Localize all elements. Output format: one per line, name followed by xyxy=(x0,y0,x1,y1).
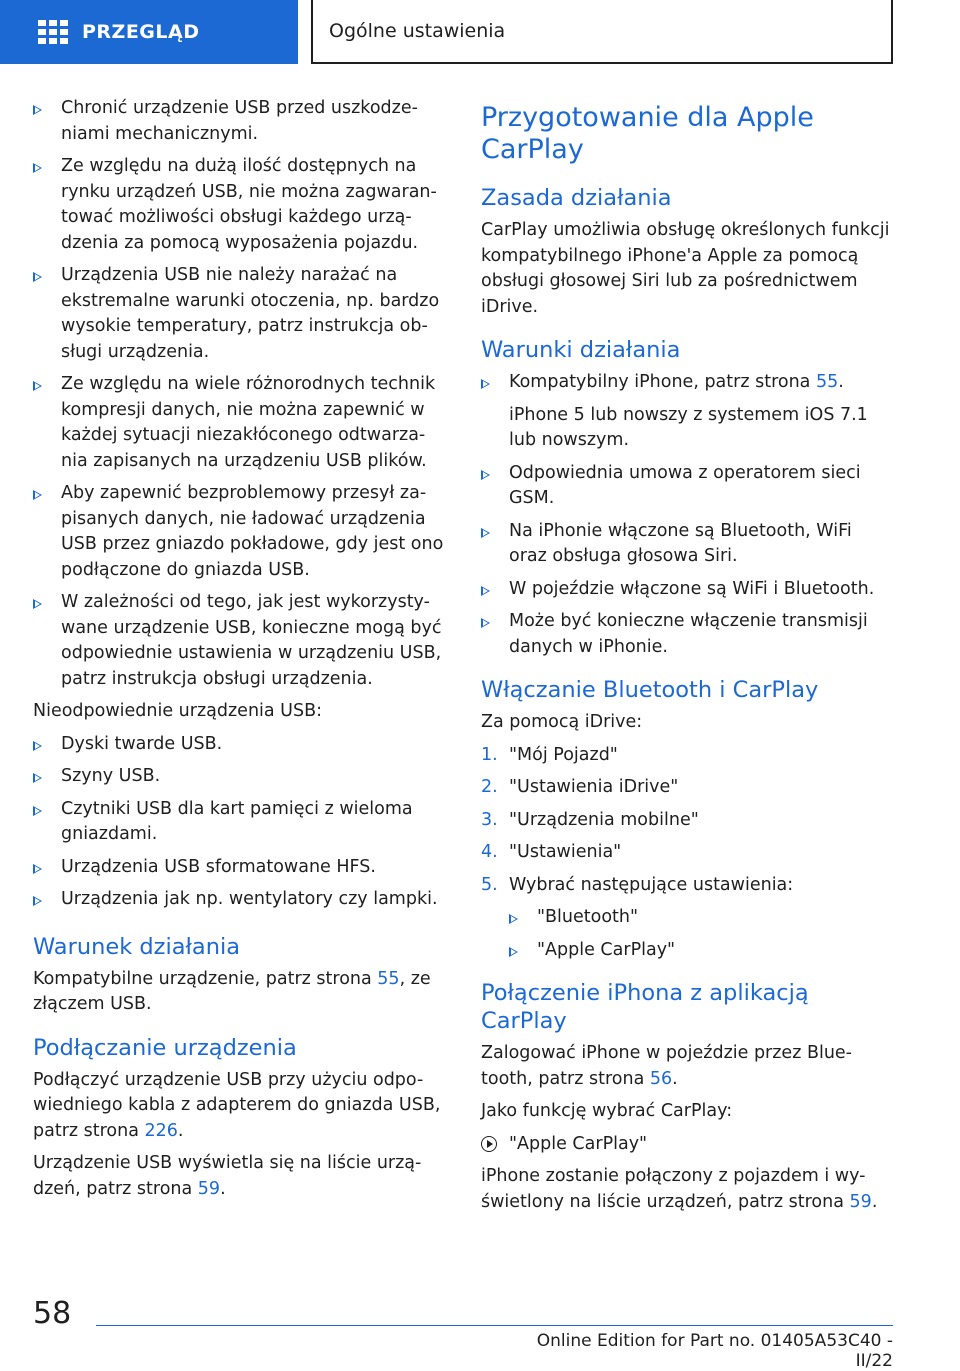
triangle-bullet-icon xyxy=(481,470,490,480)
triangle-bullet-icon xyxy=(33,490,42,500)
list-item: Na iPhonie włączone są Bluetooth, WiFi oraz obsługa głosowa Siri. xyxy=(481,519,893,570)
section-title-tab xyxy=(311,0,893,64)
connect-text: Podłączyć urządzenie USB przy użyciu odpo-wiedniego kabla z adapterem do gniazda USB, patrz strona 226. xyxy=(33,1069,441,1141)
list-item: Urządzenia USB nie należy narażać na ekstremalne warunki otoczenia, np. bardzo wysokie temperatury, patrz instrukcja ob-sługi urządzenia. xyxy=(33,263,445,365)
triangle-bullet-icon xyxy=(509,947,518,957)
triangle-bullet-icon xyxy=(33,896,42,906)
display-text: Urządzenie USB wyświetla się na liście urzą-dzeń, patrz strona 59. xyxy=(33,1153,422,1199)
principle-text: CarPlay umożliwia obsługę określonych funkcji kompatybilnego iPhone'a Apple za pomocą obsługi głosowej Siri lub za pośrednictwem iDrive. xyxy=(481,220,890,317)
footer-divider xyxy=(96,1325,893,1326)
nav-tab-overview[interactable] xyxy=(0,0,298,64)
heading-principle: Zasada działania xyxy=(481,185,672,211)
triangle-bullet-icon xyxy=(481,586,490,596)
list-item: "Bluetooth" xyxy=(509,905,893,931)
list-item: Czytniki USB dla kart pamięci z wieloma gniazdami. xyxy=(33,797,445,848)
list-item: Chronić urządzenie USB przed uszkodze-niami mechanicznymi. xyxy=(33,96,445,147)
footer-edition: Online Edition for Part no. 01405A53C40 - II/22 xyxy=(536,1331,893,1371)
list-item: Urządzenia jak np. wentylatory czy lampki. xyxy=(33,887,445,913)
step-item: 4. "Ustawienia" xyxy=(481,842,622,862)
page-link[interactable]: 55 xyxy=(377,968,400,989)
list-item: Dyski twarde USB. xyxy=(33,732,445,758)
triangle-bullet-icon xyxy=(33,599,42,609)
heading-carplay: Przygotowanie dla Apple CarPlay xyxy=(481,102,814,165)
page-number: 58 xyxy=(33,1296,72,1331)
list-item: Aby zapewnić bezproblemowy przesył za-pisanych danych, nie ładować urządzenia USB przez gniazdo pokładowe, gdy jest ono podłączone do gniazda USB. xyxy=(33,481,445,583)
list-item: Ze względu na dużą ilość dostępnych na rynku urządzeń USB, nie można zagwaran-tować możliwości obsługi każdego urzą-dzenia za pomocą wyposażenia pojazdu. xyxy=(33,154,445,256)
heading-requirement: Warunek działania xyxy=(33,933,241,960)
triangle-bullet-icon xyxy=(33,773,42,783)
triangle-bullet-icon xyxy=(33,163,42,173)
triangle-bullet-icon xyxy=(481,618,490,628)
page-link[interactable]: 59 xyxy=(197,1178,221,1199)
pair-text: Zalogować iPhone w pojeździe przez Blue-tooth, patrz strona 56. xyxy=(481,1043,852,1089)
triangle-bullet-icon xyxy=(33,741,42,751)
right-column xyxy=(481,96,893,1222)
heading-connect: Podłączanie urządzenia xyxy=(33,1034,297,1061)
list-item: Może być konieczne włączenie transmisji danych w iPhonie. xyxy=(481,609,893,660)
heading-pair: Połączenie iPhona z aplikacją CarPlay xyxy=(481,980,809,1034)
triangle-bullet-icon xyxy=(33,864,42,874)
condition-note: iPhone 5 lub nowszy z systemem iOS 7.1 lub nowszym. xyxy=(509,404,868,450)
list-item: Ze względu na wiele różnorodnych technik kompresji danych, nie można zapewnić w każdej sytuacji niezakłóconego odtwarza-nia zapisanych na urządzeniu USB plików. xyxy=(33,372,445,474)
step-item: 3. "Urządzenia mobilne" xyxy=(481,809,699,830)
page-link[interactable]: 226 xyxy=(144,1120,178,1141)
select-item: "Apple CarPlay" xyxy=(481,1132,893,1158)
list-item: W pojeździe włączone są WiFi i Bluetooth. xyxy=(481,577,893,603)
play-circle-icon xyxy=(481,1136,497,1152)
requirement-text: Kompatybilne urządzenie, patrz strona 55, ze złączem USB. xyxy=(33,968,431,1014)
list-item: Urządzenia USB sformatowane HFS. xyxy=(33,855,445,881)
triangle-bullet-icon xyxy=(33,806,42,816)
result-text: iPhone zostanie połączony z pojazdem i wy-świetlony na liście urządzeń, patrz strona 59. xyxy=(481,1166,878,1212)
unsuitable-intro: Nieodpowiednie urządzenia USB: xyxy=(33,701,322,721)
page-link[interactable]: 55 xyxy=(815,372,839,392)
list-item: W zależności od tego, jak jest wykorzysty-wane urządzenie USB, konieczne mogą być odpowiednie ustawienia w urządzeniu USB, patrz instrukcja obsługi urządzenia. xyxy=(33,590,445,692)
page-link[interactable]: 59 xyxy=(849,1191,872,1212)
triangle-bullet-icon xyxy=(33,105,42,115)
step-item: 2. "Ustawienia iDrive" xyxy=(481,777,679,797)
triangle-bullet-icon xyxy=(509,914,518,924)
select-text: Jako funkcję wybrać CarPlay: xyxy=(481,1101,733,1121)
nav-tab-label: PRZEGLĄD xyxy=(82,21,200,43)
heading-enable: Włączanie Bluetooth i CarPlay xyxy=(481,677,819,703)
triangle-bullet-icon xyxy=(481,379,490,389)
left-column xyxy=(33,96,445,1209)
list-item: Kompatybilny iPhone, patrz strona 55. xyxy=(481,370,893,396)
section-title: Ogólne ustawienia xyxy=(329,20,506,42)
page-link[interactable]: 56 xyxy=(649,1068,673,1089)
triangle-bullet-icon xyxy=(33,272,42,282)
step-item: 5. Wybrać następujące ustawienia: xyxy=(481,874,794,895)
list-item: Szyny USB. xyxy=(33,764,445,790)
list-item: Odpowiednia umowa z operatorem sieci GSM. xyxy=(481,461,893,512)
list-item: "Apple CarPlay" xyxy=(509,938,893,964)
triangle-bullet-icon xyxy=(33,381,42,391)
enable-intro: Za pomocą iDrive: xyxy=(481,712,643,732)
triangle-bullet-icon xyxy=(481,528,490,538)
heading-conditions: Warunki działania xyxy=(481,337,681,363)
step-item: 1. "Mój Pojazd" xyxy=(481,744,618,765)
grid-menu-icon xyxy=(38,20,68,44)
